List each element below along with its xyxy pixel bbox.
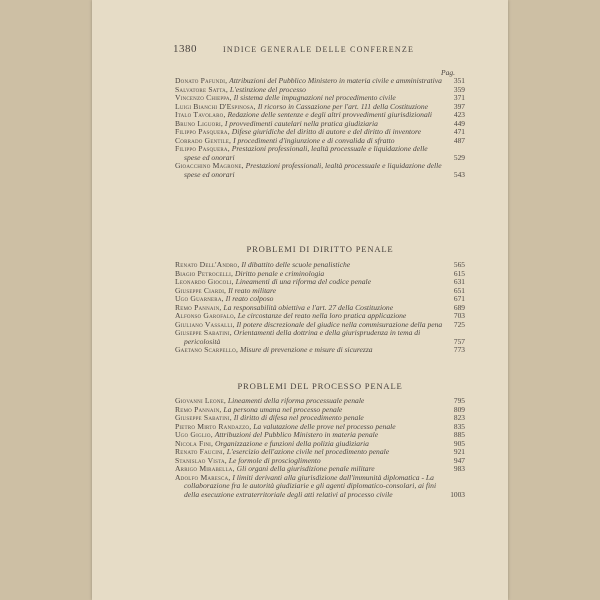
toc-entry-page-number: 725 <box>453 319 465 329</box>
toc-entry-author: Giovanni Leone, <box>175 396 226 405</box>
toc-entry-title: L'estinzione del processo <box>229 84 306 94</box>
toc-entry-author: Salvatore Satta, <box>175 84 229 94</box>
toc-entry-title: Organizzazione e funzioni della polizia giudiziaria <box>215 438 369 448</box>
toc-entry-author: Giuliano Vassalli, <box>175 319 235 329</box>
toc-entry-author: Ugo Giglio, <box>175 430 213 440</box>
toc-entry-title: Diritto penale e criminologia <box>234 268 325 278</box>
toc-entry-page-number: 351 <box>453 76 465 85</box>
toc-entry-author: Arrigo Mirabella, <box>175 464 235 474</box>
toc-entry-author: Remo Pannain, <box>175 302 222 312</box>
toc-entry <box>175 329 465 346</box>
toc-entry-text <box>175 145 465 162</box>
toc-entry-title: L'esercizio dell'azione civile nel procedimento penale <box>226 447 390 457</box>
toc-entry-title: Le formole di proscioglimento <box>228 455 321 465</box>
toc-entry-page-number: 359 <box>453 84 465 94</box>
toc-entry-author: Gioacchino Magrone, <box>175 161 244 171</box>
toc-entry <box>175 346 465 355</box>
toc-entry-title: Gli organi della giurisdizione penale militare <box>236 464 375 474</box>
toc-section-civil <box>175 77 465 180</box>
toc-entry-title: Le circostanze del reato nella loro pratica applicazione <box>237 311 407 321</box>
toc-entry-page-number: 795 <box>453 396 465 405</box>
toc-entry-title: Redazione delle sentenze e degli altri provvedimenti giurisdizionali <box>227 110 432 120</box>
toc-entry-text <box>175 329 465 346</box>
toc-entry-title: Attribuzioni del Pubblico Ministero in materia civile e amministrativa <box>229 76 442 85</box>
toc-entry-title: Il dibattito delle scuole penalistiche <box>241 260 351 269</box>
toc-entry-page-number: 671 <box>453 294 465 304</box>
toc-entry-title: I procedimenti d'ingiunzione e di convalida di sfratto <box>233 135 395 145</box>
toc-entry-author: Biagio Petrocelli, <box>175 268 234 278</box>
toc-entry-page-number: 1003 <box>450 490 465 500</box>
section-heading-penal-law: PROBLEMI DI DIRITTO PENALE <box>246 244 394 254</box>
toc-entry-page-number: 397 <box>453 101 465 111</box>
toc-entry-text <box>175 346 465 355</box>
toc-entry-author: Gaetano Scarpello, <box>175 345 239 355</box>
toc-section-penal-procedure <box>175 397 465 500</box>
toc-entry-page-number: 615 <box>453 268 465 278</box>
toc-entry-title: Il potere discrezionale del giudice nella commisurazione della pena <box>236 319 443 329</box>
toc-entry-author: Adolfo Maresca, <box>175 472 231 482</box>
section-heading-penal-procedure: PROBLEMI DEL PROCESSO PENALE <box>237 381 403 391</box>
toc-entry-author: Filippo Pasquera, <box>175 127 230 137</box>
toc-entry-author: Ugo Guarnera, <box>175 294 224 304</box>
toc-entry-author: Donato Pafundi, <box>175 76 228 85</box>
toc-entry-author: Luigi Bianchi D'Espinosa, <box>175 101 256 111</box>
toc-entry-title: La persona umana nel processo penale <box>223 404 343 414</box>
toc-entry-text <box>175 474 465 500</box>
toc-entry-author: Alfonso Garofalo, <box>175 311 236 321</box>
toc-entry-title: Prestazioni professionali, lealtà processuale e liquidazione delle spese ed onorari <box>184 144 428 162</box>
toc-entry-page-number: 689 <box>453 302 465 312</box>
book-page <box>92 0 508 600</box>
toc-entry-page-number: 835 <box>453 421 465 431</box>
toc-entry-title: Il reato militare <box>228 285 277 295</box>
toc-entry-page-number: 651 <box>453 285 465 295</box>
toc-entry-author: Filippo Pasquera, <box>175 144 230 154</box>
toc-entry <box>175 162 465 179</box>
toc-entry-page-number: 487 <box>453 135 465 145</box>
toc-entry-page-number: 757 <box>453 336 465 346</box>
toc-entry-author: Renato Dell'Andro, <box>175 260 240 269</box>
toc-entry-title: I limiti derivanti alla giurisdizione dall'immunità diplomatica - La collaborazione fra le autorità giudiziarie e gli agenti diplomatico-consolari, ai fini della esecuzione extraterritoriale degli atti relativi al processo civile <box>184 472 437 500</box>
page-header <box>173 43 473 57</box>
toc-entry-title: Lineamenti di una riforma del codice penale <box>235 277 372 287</box>
toc-entry-page-number: 529 <box>453 152 465 162</box>
toc-entry-title: Prestazioni professionali, lealtà processuale e liquidazione delle spese ed onorari <box>184 161 442 180</box>
toc-entry-page-number: 905 <box>453 438 465 448</box>
toc-entry-author: Remo Pannain, <box>175 404 222 414</box>
toc-entry-title: I provvedimenti cautelari nella pratica giudiziaria <box>224 118 378 128</box>
toc-entry-page-number: 823 <box>453 413 465 423</box>
toc-entry-title: Difese giuridiche del diritto di autore e del diritto di inventore <box>231 127 421 137</box>
toc-entry <box>175 145 465 162</box>
toc-entry-title: Orientamenti della dottrina e della giurisprudenza in tema di pericolosità <box>184 328 421 346</box>
toc-entry-text <box>175 162 465 179</box>
toc-entry-author: Vincenzo Chieppa, <box>175 93 232 103</box>
toc-entry-author: Giuseppe Sabatini, <box>175 328 232 338</box>
toc-entry-title: Lineamenti della riforma processuale penale <box>227 396 365 405</box>
toc-entry-author: Giuseppe Sabatini, <box>175 413 232 423</box>
toc-entry-title: Il reato colposo <box>225 294 274 304</box>
toc-entry-page-number: 885 <box>453 430 465 440</box>
toc-entry <box>175 474 465 500</box>
toc-entry-author: Stanislao Vista, <box>175 455 227 465</box>
toc-entry-author: Renato Faucini, <box>175 447 225 457</box>
toc-entry-page-number: 449 <box>453 118 465 128</box>
toc-entry-author: Leonardo Giocoli, <box>175 277 234 287</box>
toc-entry-title: Il ricorso in Cassazione per l'art. 111 della Costituzione <box>257 101 428 111</box>
toc-entry-author: Bruno Liguori, <box>175 118 223 128</box>
toc-entry-page-number: 543 <box>453 170 465 180</box>
toc-entry-author: Giuseppe Ciardi, <box>175 285 227 295</box>
toc-entry-title: Misure di prevenzione e misure di sicurezza <box>240 345 373 355</box>
toc-entry-page-number: 631 <box>453 277 465 287</box>
toc-entry-page-number: 809 <box>453 404 465 414</box>
toc-entry-page-number: 371 <box>453 93 465 103</box>
toc-entry-page-number: 921 <box>453 447 465 457</box>
toc-section-penal-law <box>175 261 465 355</box>
toc-entry-title: La valutazione delle prove nel processo penale <box>253 421 396 431</box>
toc-entry-page-number: 703 <box>453 311 465 321</box>
toc-entry-author: Pietro Mirto Randazzo, <box>175 421 252 431</box>
toc-entry-page-number: 471 <box>453 127 465 137</box>
toc-entry-title: Il sistema delle impugnazioni nel procedimento civile <box>233 93 396 103</box>
page-number: 1380 <box>173 43 197 55</box>
toc-entry-page-number: 947 <box>453 455 465 465</box>
toc-entry-author: Nicola Fini, <box>175 438 214 448</box>
toc-entry-title: Attribuzioni del Pubblico Ministero in materia penale <box>214 430 379 440</box>
toc-entry-page-number: 773 <box>453 345 465 355</box>
toc-entry-title: La responsabilità obiettiva e l'art. 27 della Costituzione <box>223 302 394 312</box>
running-head: INDICE GENERALE DELLE CONFERENZE <box>223 45 415 54</box>
toc-entry-author: Italo Tavolaro, <box>175 110 226 120</box>
toc-entry-page-number: 423 <box>453 110 465 120</box>
toc-entry-title: Il diritto di difesa nel procedimento penale <box>233 413 364 423</box>
page-column-label: Pag. <box>441 68 455 77</box>
toc-entry-author: Corrado Gentile, <box>175 135 232 145</box>
toc-entry-page-number: 565 <box>453 260 465 269</box>
toc-entry-page-number: 983 <box>453 464 465 474</box>
